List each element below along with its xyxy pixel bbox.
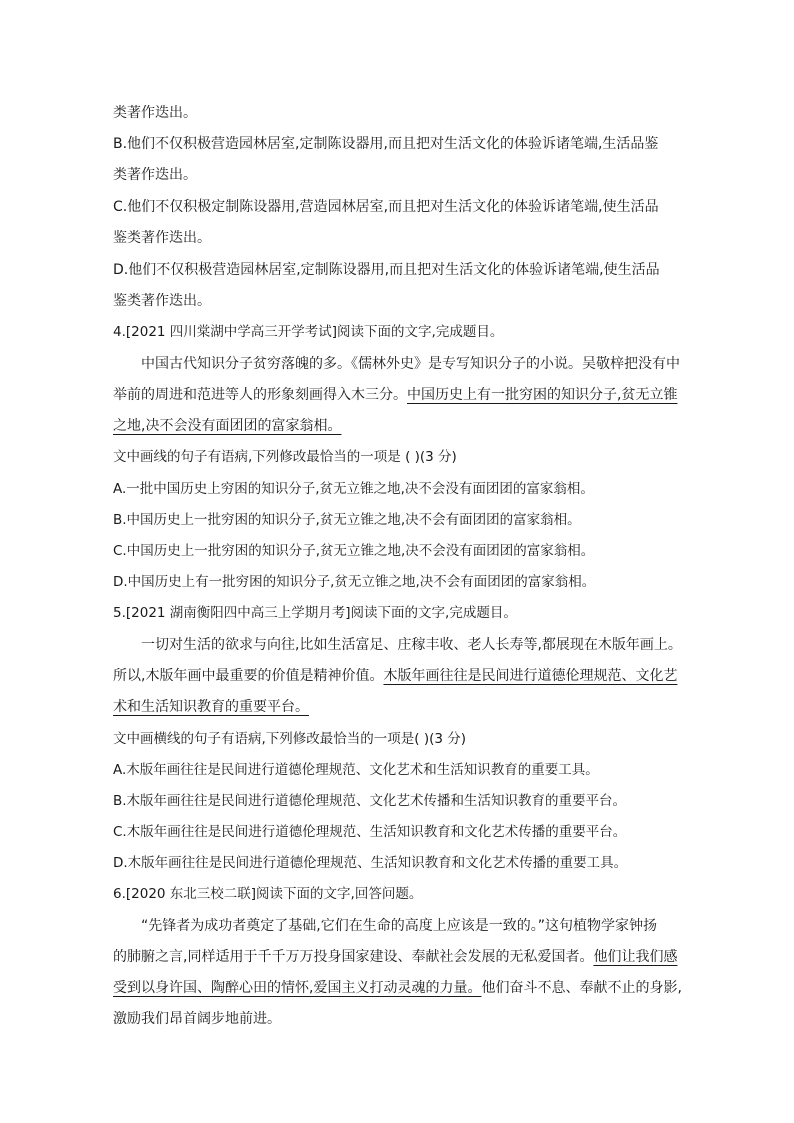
q5-prompt: 文中画横线的句子有语病,下列修改最恰当的一项是( )(3 分) [113, 731, 467, 747]
q4-header: 4.[2021 四川棠湖中学高三开学考试]阅读下面的文字,完成题目。 [113, 324, 504, 340]
q3-option-c-line1: C.他们不仅积极定制陈设器用,营造园林居室,而且把对生活文化的体验诉诸笔端,使生活品 [113, 199, 659, 215]
q5-option-b: B.木版年画往往是民间进行道德伦理规范、文化艺术传播和生活知识教育的重要平台。 [113, 793, 627, 809]
q3-option-b-line1: B.他们不仅积极营造园林居室,定制陈设器用,而且把对生活文化的体验诉诸笔端,生活品鉴 [113, 136, 659, 152]
q4-passage-line3 [113, 417, 341, 435]
q3-option-a-tail: 类著作迭出。 [113, 105, 197, 121]
q4-passage-plain: 举前的周进和范进等人的形象刻画得入木三分。 [113, 387, 407, 403]
q3-option-b-line2: 类著作迭出。 [113, 167, 197, 183]
q5-underlined-sentence-part2: 术和生活知识教育的重要平台。 [113, 699, 309, 715]
q5-passage-line1: 一切对生活的欲求与向往,比如生活富足、庄稼丰收、老人长寿等,都展现在木版年画上。 [141, 637, 682, 653]
q3-option-d-line1: D.他们不仅积极营造园林居室,定制陈设器用,而且把对生活文化的体验诉诸笔端,使生活品 [113, 262, 660, 278]
q4-option-b: B.中国历史上一批穷困的知识分子,贫无立锥之地,决不会有面团团的富家翁相。 [113, 512, 581, 528]
q6-passage-line4: 激励我们昂首阔步地前进。 [113, 1011, 281, 1027]
q4-option-a: A.一批中国历史上穷困的知识分子,贫无立锥之地,决不会没有面团团的富家翁相。 [113, 481, 594, 497]
q4-prompt: 文中画线的句子有语病,下列修改最恰当的一项是 ( )(3 分) [113, 449, 457, 465]
q5-option-d: D.木版年画往往是民间进行道德伦理规范、生活知识教育和文化艺术传播的重要工具。 [113, 855, 628, 871]
q5-underlined-sentence-part1: 木版年画往往是民间进行道德伦理规范、文化艺 [383, 668, 678, 684]
q6-passage-plain: 的肺腑之言,同样适用于千千万万投身国家建设、奉献社会发展的无私爱国者。 [113, 949, 594, 965]
q3-option-c-line2: 鉴类著作迭出。 [113, 230, 211, 246]
q5-option-c: C.木版年画往往是民间进行道德伦理规范、生活知识教育和文化艺术传播的重要平台。 [113, 824, 627, 840]
q6-underlined-sentence-part2: 受到以身许国、陶醉心田的情怀,爱国主义打动灵魂的力量。 [113, 980, 482, 996]
q6-passage-line2 [113, 948, 677, 966]
q4-option-c: C.中国历史上一批穷困的知识分子,贫无立锥之地,决不会没有面团团的富家翁相。 [113, 543, 595, 559]
q4-underlined-sentence-part2: 之地,决不会没有面团团的富家翁相。 [113, 418, 342, 434]
q5-passage-plain: 所以,木版年画中最重要的价值是精神价值。 [113, 668, 384, 684]
q4-passage-line2 [113, 386, 677, 404]
q3-option-d-line2: 鉴类著作迭出。 [113, 293, 211, 309]
q6-passage-plain-2: 他们奋斗不息、奉献不止的身影, [481, 980, 682, 996]
q5-option-a: A.木版年画往往是民间进行道德伦理规范、文化艺术和生活知识教育的重要工具。 [113, 762, 599, 778]
q4-passage-line1: 中国古代知识分子贫穷落魄的多。《儒林外史》是专写知识分子的小说。吴敬梓把没有中 [141, 356, 680, 372]
q6-header: 6.[2020 东北三校二联]阅读下面的文字,回答问题。 [113, 886, 423, 902]
q6-passage-line1: “先锋者为成功者奠定了基础,它们在生命的高度上应该是一致的。”这句植物学家钟扬 [141, 918, 657, 934]
q5-passage-line2 [113, 667, 677, 685]
q4-option-d: D.中国历史上有一批穷困的知识分子,贫无立锥之地,决不会有面团团的富家翁相。 [113, 574, 596, 590]
q4-underlined-sentence-part1: 中国历史上有一批穷困的知识分子,贫无立锥 [407, 387, 678, 403]
q5-passage-line3 [113, 698, 309, 716]
q6-passage-line3 [113, 979, 682, 997]
q5-header: 5.[2021 湖南衡阳四中高三上学期月考]阅读下面的文字,完成题目。 [113, 605, 517, 621]
q6-underlined-sentence-part1: 他们让我们感 [593, 949, 678, 965]
